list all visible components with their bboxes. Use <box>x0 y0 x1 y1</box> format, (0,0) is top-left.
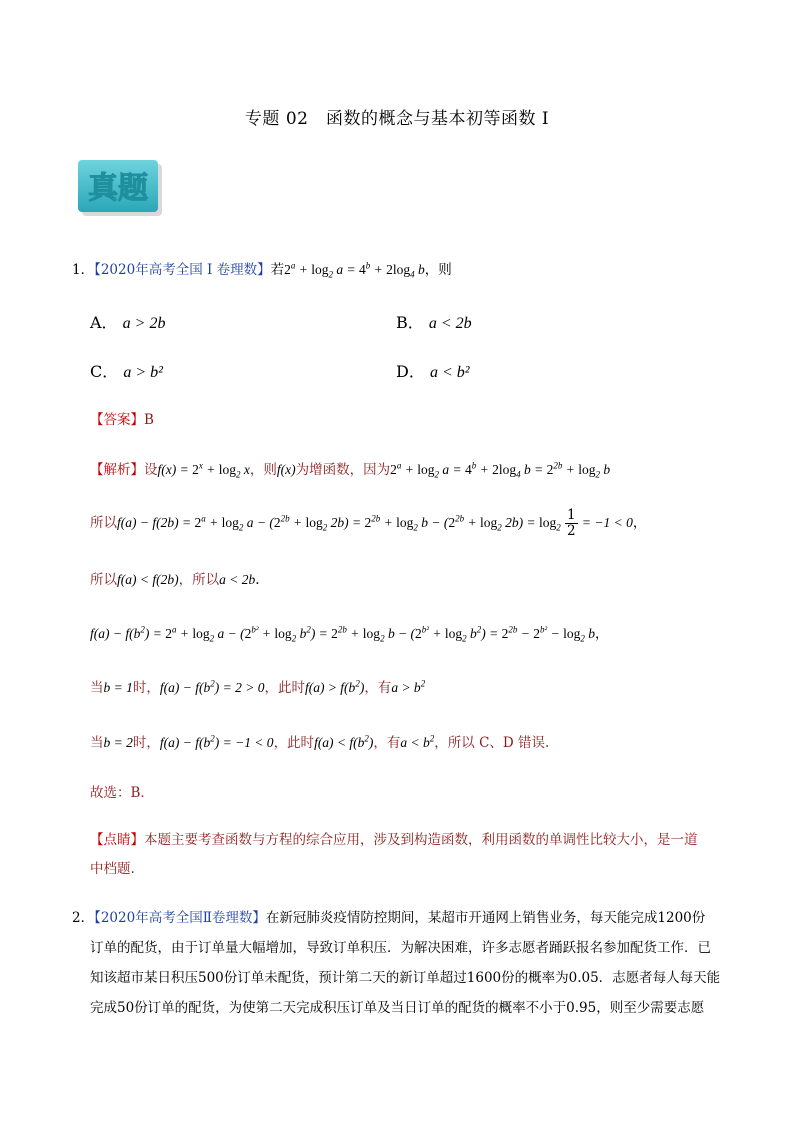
option-d[interactable]: D． a < b² <box>396 362 470 381</box>
answer-tag: 【答案】 <box>90 412 144 428</box>
q1-number: 1． <box>72 262 95 278</box>
q1-equation: $2^a + \log_2 a = 4^b + 2\log_4$ b <box>284 260 425 280</box>
q2-line-4: 完成50份订单的配货，为使第二天完成积压订单及当日订单的配货的概率不小于0.95，则至少需要志愿 <box>90 1000 705 1016</box>
q1-comment-1: 【点睛】本题主要考查函数与方程的综合应用，涉及到构造函数，利用函数的单调性比较大小，是一道 <box>90 832 698 848</box>
option-c[interactable]: C． a > b² <box>90 362 163 381</box>
page-title: 专题 02 函数的概念与基本初等函数 I <box>244 109 550 129</box>
q1-stem <box>72 258 452 280</box>
option-a[interactable]: A． a > 2b <box>90 313 166 332</box>
q1-analysis-1: 【解析】设$f(x) = 2^x + \log_2 x$，则f(x)为增函数，因为$2^a + \log_2 a = 4^b + 2\log_4$ $b = 2^{2b} + \log_2 b$ <box>90 460 611 480</box>
badge-text: 真题 <box>88 171 148 206</box>
q1-stem-suffix: ，则 <box>424 262 452 278</box>
q1-analysis-4: $f(a) - f(b^2) = 2^a + \log_2 a - (2^{b^2} + \log_2 b^2) = 2^{2b} + \log_2 b - (2^{b^2} + \log_2 b^2) = 2^{2b} - 2^{b^2} - \log_2 b$， <box>90 624 609 644</box>
option-b[interactable]: B． a < 2b <box>396 313 472 332</box>
q1-stem-prefix: 若 <box>270 262 285 278</box>
zhenti-badge <box>76 158 166 220</box>
q1-choose: 故选：B． <box>90 785 154 801</box>
q1-analysis-2: 所以$f(a) - f(2b) = 2^a + \log_2 a - (2^{2b} + \log_2 2b) = 2^{2b} + \log_2 b - (2^{2b} + \log_2 2b) = \log_2$ $\frac{1}{2}$ = −1 < 0， <box>90 507 647 539</box>
q1-analysis-3: 所以f(a) < f(2b)，所以a < 2b. <box>90 572 260 588</box>
q1-comment-2: 中档题. <box>90 861 135 877</box>
q2-line-1: 2．【2020年高考全国Ⅱ卷理数】在新冠肺炎疫情防控期间，某超市开通网上销售业务，每天能完成1200份 <box>72 910 706 926</box>
q1-answer <box>90 408 154 428</box>
q2-line-2: 订单的配货，由于订单量大幅增加，导致订单积压．为解决困难，许多志愿者踊跃报名参加配货工作．已 <box>90 940 711 956</box>
answer-value: B <box>144 412 154 428</box>
q1-analysis-5: 当b = 1时，$f(a) - f(b^2) = 2 > 0$，此时$f(a) > f(b^2)$，有$a > b^2$ <box>90 678 426 696</box>
q2-line-3: 知该超市某日积压500份订单未配货，预计第二天的新订单超过1600份的概率为0.05．志愿者每人每天能 <box>90 970 721 986</box>
q1-source: 【2020年高考全国 I 卷理数】 <box>94 262 271 278</box>
q1-analysis-6: 当b = 2时，$f(a) - f(b^2) = -1 < 0$，此时$f(a) < f(b^2)$，有$a < b^2$，所以 C、D 错误. <box>90 733 550 751</box>
